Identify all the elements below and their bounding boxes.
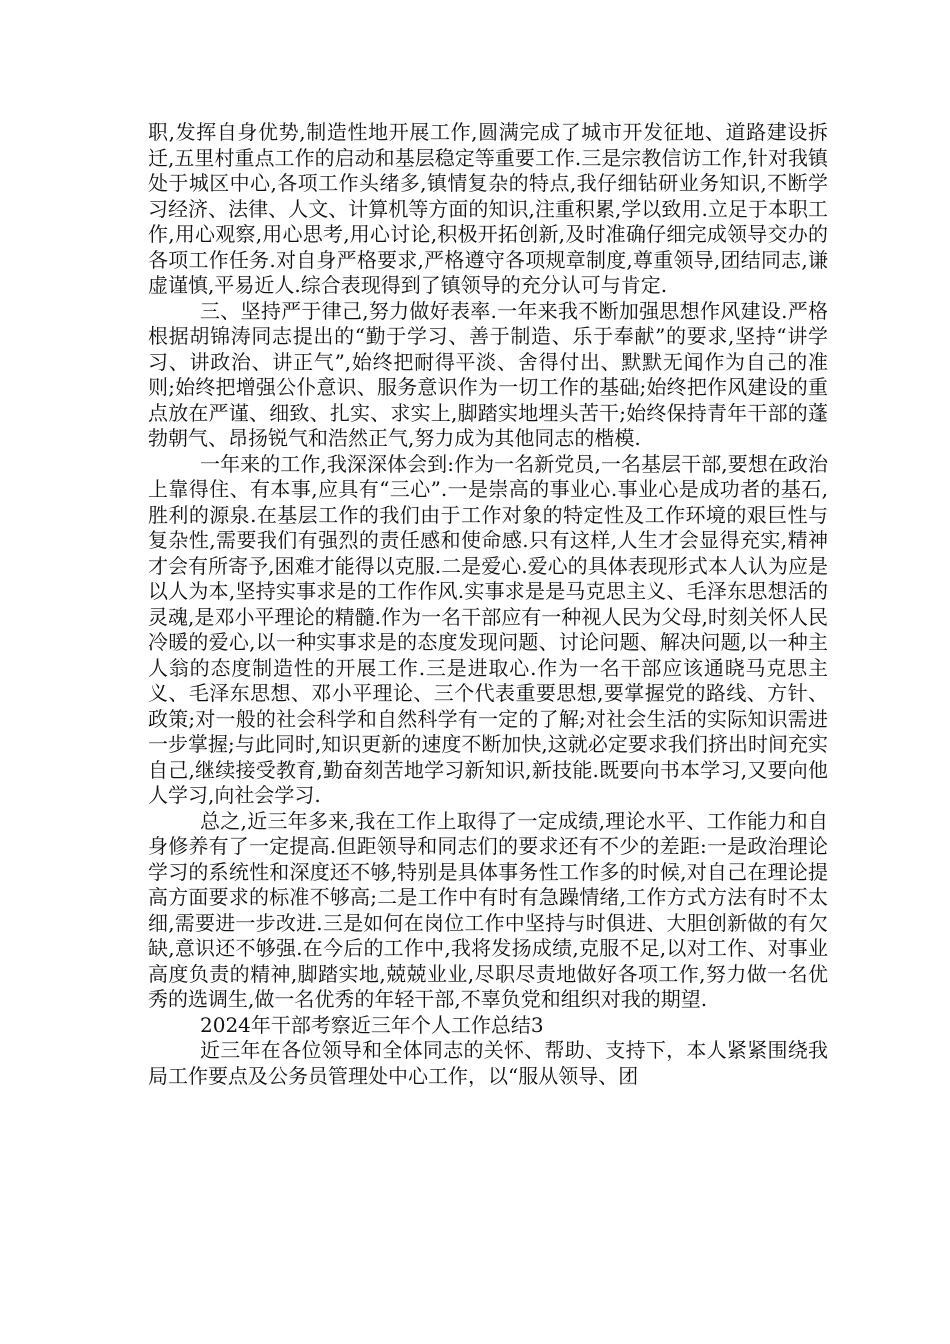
document-body: [148, 120, 828, 1089]
paragraph-3: 一年来的工作,我深深体会到:作为一名新党员,一名基层干部,要想在政治上靠得住、有本事,应具有“三心”.一是崇高的事业心.事业心是成功者的基石,胜利的源泉.在基层工作的我们由于工作对象的特定性及工作环境的艰巨性与复杂性,需要我们有强烈的责任感和使命感.只有这样,人生才会显得充实,精神才会有所寄予,困难才能得以克服.二是爱心.爱心的具体表现形式本人认为应是以人为本,坚持实事求是的工作作风.实事求是是马克思主义、毛泽东思想活的灵魂,是邓小平理论的精髓.作为一名干部应有一种视人民为父母,时刻关怀人民冷暖的爱心,以一种实事求是的态度发现问题、讨论问题、解决问题,以一种主人翁的态度制造性的开展工作.三是进取心.作为一名干部应该通晓马克思主义、毛泽东思想、邓小平理论、三个代表重要思想,要掌握党的路线、方针、政策;对一般的社会科学和自然科学有一定的了解;对社会生活的实际知识需进一步掌握;与此同时,知识更新的速度不断加快,这就必定要求我们挤出时间充实自己,继续接受教育,勤奋刻苦地学习新知识,新技能.既要向书本学习,又要向他人学习,向社会学习.: [148, 451, 828, 807]
section-title: 2024年干部考察近三年个人工作总结3: [200, 1012, 544, 1037]
paragraph-5: 近三年在各位领导和全体同志的关怀、帮助、支持下，本人紧紧围绕我局工作要点及公务员管理处中心工作，以“服从领导、团: [148, 1038, 828, 1088]
paragraph-4: 总之,近三年多来,我在工作上取得了一定成绩,理论水平、工作能力和自身修养有了一定提高.但距领导和同志们的要求还有不少的差距:一是政治理论学习的系统性和深度还不够,特别是具体事务性工作多的时候,对自己在理论提高方面要求的标准不够高;二是工作中有时有急躁情绪,工作方式方法有时不太细,需要进一步改进.三是如何在岗位工作中坚持与时俱进、大胆创新做的有欠缺,意识还不够强.在今后的工作中,我将发扬成绩,克服不足,以对工作、对事业高度负责的精神,脚踏实地,兢兢业业,尽职尽责地做好各项工作,努力做一名优秀的选调生,做一名优秀的年轻干部,不辜负党和组织对我的期望.: [148, 808, 828, 1011]
paragraph-1: 职,发挥自身优势,制造性地开展工作,圆满完成了城市开发征地、道路建设拆迁,五里村重点工作的启动和基层稳定等重要工作.三是宗教信访工作,针对我镇处于城区中心,各项工作头绪多,镇情复杂的特点,我仔细钻研业务知识,不断学习经济、法律、人文、计算机等方面的知识,注重积累,学以致用.立足于本职工作,用心观察,用心思考,用心讨论,积极开拓创新,及时准确仔细完成领导交办的各项工作任务.对自身严格要求,严格遵守各项规章制度,尊重领导,团结同志,谦虚谨慎,平易近人.综合表现得到了镇领导的充分认可与肯定.: [148, 120, 828, 297]
paragraph-2: 三、坚持严于律己,努力做好表率.一年来我不断加强思想作风建设.严格根据胡锦涛同志提出的“勤于学习、善于制造、乐于奉献”的要求,坚持“讲学习、讲政治、讲正气”,始终把耐得平淡、舍得付出、默默无闻作为自己的准则;始终把增强公仆意识、服务意识作为一切工作的基础;始终把作风建设的重点放在严谨、细致、扎实、求实上,脚踏实地埋头苦干;始终保持青年干部的蓬勃朝气、昂扬锐气和浩然正气,努力成为其他同志的楷模.: [148, 298, 828, 450]
